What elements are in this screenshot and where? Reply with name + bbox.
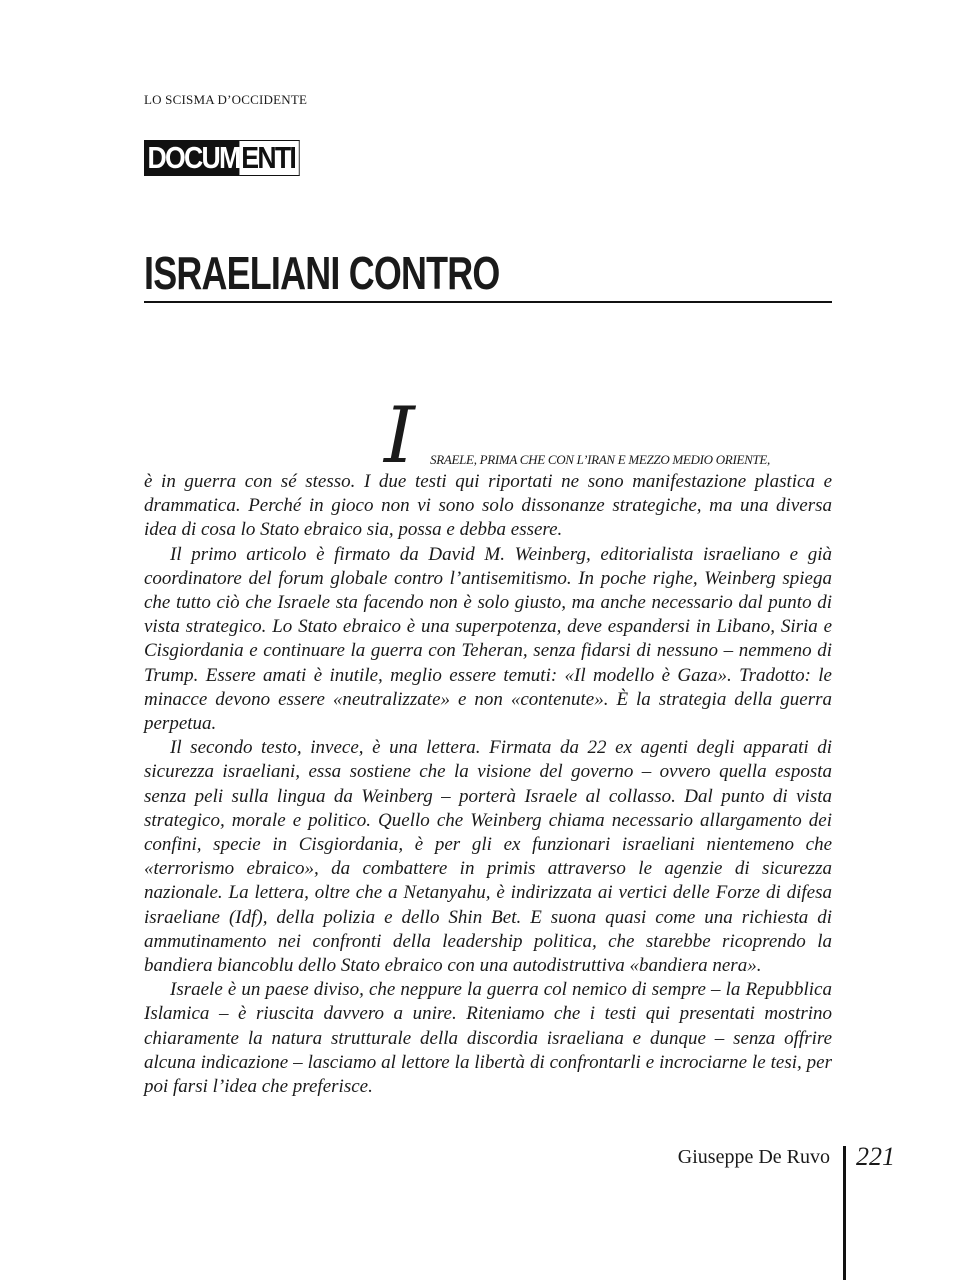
page-number: 221 — [856, 1142, 895, 1171]
section-label-light: ENTI — [240, 140, 300, 176]
lead-in: SRAELE, PRIMA CHE CON L’IRAN E MEZZO MEDIO ORIENTE, — [430, 452, 771, 467]
paragraph-3: Il secondo testo, invece, è una lettera. Firmata da 22 ex agenti degli apparati di sicurezza israeliani, essa sostiene che la visione del governo – ovvero quella esposta senza peli sulla lingua da Weinberg – porterà Israele al collasso. Dal punto di vista strategico, morale e politico. Quello che Weinberg chiama necessario allargamento dei confini, specie in Cisgiordania, è per gli ex funzionari israeliani nientemeno che «terrorismo ebraico», da combattere in primis attraverso le agenzie di sicurezza nazionale. La lettera, oltre che a Netanyahu, è indirizzata ai vertici delle Forze di difesa israeliane (Idf), della polizia e dello Shin Bet. E suona quasi come una richiesta di ammutinamento nei confronti della leadership politica, che starebbe ricoprendo la bandiera biancoblu dello Stato ebraico con una autodistruttiva «bandiera nera». — [144, 737, 832, 977]
paragraph-2: Il primo articolo è firmato da David M. Weinberg, editorialista israeliano e già coordinatore del forum globale contro l’antisemitismo. In poche righe, Weinberg spiega che tutto ciò che Israele sta facendo non è solo giusto, ma anche necessario dal punto di vista strategico. Lo Stato ebraico è una superpotenza, deve espandersi in Libano, Siria e Cisgiordania e continuare la guerra con Teheran, senza fidarsi di nessuno – nemmeno di Trump. Essere amati è inutile, meglio essere temuti: «Il modello è Gaza». Tradotto: le minacce devono essere «neutralizzate» e non «contenute». È la strategia della guerra perpetua. — [144, 543, 832, 735]
section-label-dark: DOCUM — [144, 140, 240, 176]
drop-cap: I — [384, 391, 415, 481]
article-body — [144, 470, 832, 1099]
author-name: Giuseppe De Ruvo — [677, 1146, 830, 1168]
paragraph-4: Israele è un paese diviso, che neppure la guerra col nemico di sempre – la Repubblica Islamica – è riuscita davvero a unire. Riteniamo che i testi qui presentati mostrino chiaramente la natura strutturale della discordia israeliana e dunque – senza offrire alcuna indicazione – lasciamo al lettore la libertà di confrontarli e incrociarne le tesi, per poi farsi l’idea che preferisce. — [144, 979, 832, 1098]
running-head: LO SCISMA D’OCCIDENTE — [144, 92, 308, 107]
page-number-rule — [843, 1146, 846, 1280]
section-label — [144, 140, 299, 176]
paragraph-1: è in guerra con sé stesso. I due testi qui riportati ne sono manifestazione plastica e drammatica. Perché in gioco non vi sono solo dissonanze strategiche, ma una diversa idea di cosa lo Stato ebraico sia, possa e debba essere. — [144, 471, 832, 541]
article-title: ISRAELIANI CONTRO — [144, 247, 500, 299]
title-rule — [144, 301, 832, 303]
